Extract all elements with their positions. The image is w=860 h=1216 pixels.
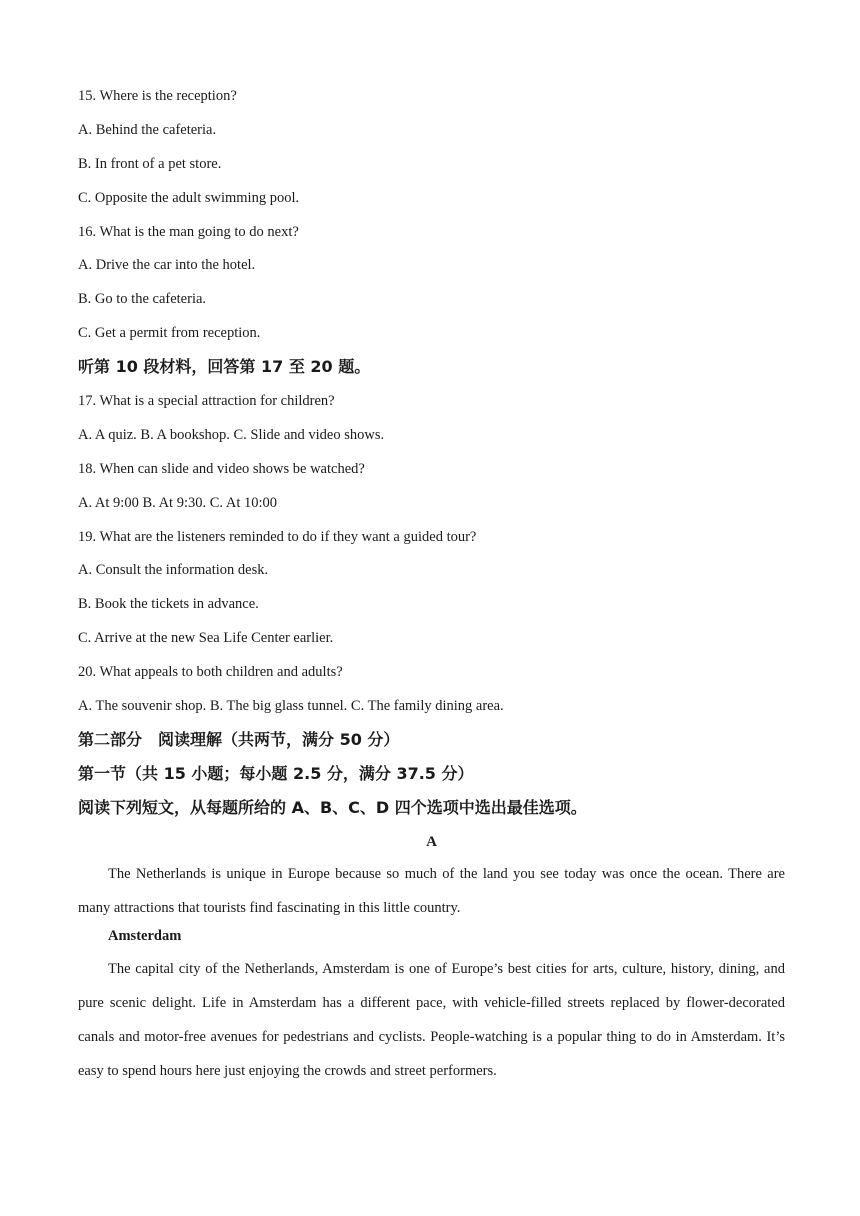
option-19a: A. Consult the information desk. xyxy=(78,562,269,579)
option-15c: C. Opposite the adult swimming pool. xyxy=(78,189,300,206)
question-17: 17. What is a special attraction for children? xyxy=(78,393,335,410)
question-15: 15. Where is the reception? xyxy=(78,88,237,104)
section-10-heading: 听第 10 段材料，回答第 17 至 20 题。 xyxy=(78,357,371,377)
option-15b: B. In front of a pet store. xyxy=(78,155,222,172)
options-18: A. At 9:00 B. At 9:30. C. At 10:00 xyxy=(78,494,277,511)
section1-heading: 第一节（共 15 小题；每小题 2.5 分，满分 37.5 分） xyxy=(78,763,474,783)
passage-intro: The Netherlands is unique in Europe because so much of the land you see today was once the ocean. There are many attractions that tourists find fascinating in this little country. xyxy=(78,866,785,917)
option-19c: C. Arrive at the new Sea Life Center earlier. xyxy=(78,630,334,647)
question-19: 19. What are the listeners reminded to do if they want a guided tour? xyxy=(78,528,477,545)
option-16b: B. Go to the cafeteria. xyxy=(78,291,207,308)
document-page xyxy=(78,86,785,1089)
question-18: 18. When can slide and video shows be watched? xyxy=(78,460,365,477)
subheading-amsterdam: Amsterdam xyxy=(108,928,182,945)
passage-label: A xyxy=(426,833,437,850)
option-19b: B. Book the tickets in advance. xyxy=(78,596,259,613)
option-15a: A. Behind the cafeteria. xyxy=(78,121,217,138)
options-20: A. The souvenir shop. B. The big glass tunnel. C. The family dining area. xyxy=(78,698,504,715)
part2-heading: 第二部分 阅读理解（共两节，满分 50 分） xyxy=(78,729,400,749)
question-20: 20. What appeals to both children and adults? xyxy=(78,664,343,681)
question-16: 16. What is the man going to do next? xyxy=(78,223,299,240)
option-16c: C. Get a permit from reception. xyxy=(78,325,261,342)
option-16a: A. Drive the car into the hotel. xyxy=(78,257,256,274)
passage-amsterdam: The capital city of the Netherlands, Amsterdam is one of Europe’s best cities for arts, culture, history, dining, and pure scenic delight. Life in Amsterdam has a different pace, with vehicle-filled streets replaced by flower-decorated canals and motor-free avenues for pedestrians and cyclists. People-watching is a popular thing to do in Amsterdam. It’s easy to spend hours here just enjoying the crowds and street performers. xyxy=(78,961,785,1079)
instruction-heading: 阅读下列短文，从每题所给的 A、B、C、D 四个选项中选出最佳选项。 xyxy=(78,797,587,817)
options-17: A. A quiz. B. A bookshop. C. Slide and video shows. xyxy=(78,426,385,443)
